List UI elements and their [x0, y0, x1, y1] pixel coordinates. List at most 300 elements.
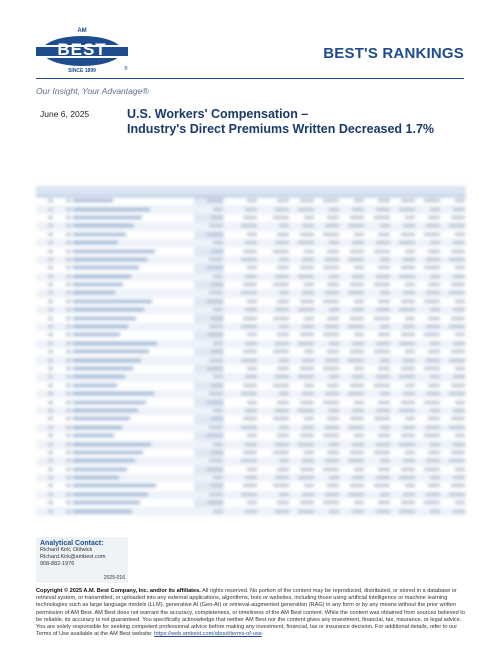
- table-cell: [194, 373, 224, 381]
- table-cell: [36, 273, 54, 281]
- blurred-value-placeholder: [354, 434, 364, 437]
- blurred-value-placeholder: [325, 493, 339, 496]
- table-cell: [315, 197, 340, 206]
- table-cell: [391, 197, 416, 206]
- table-cell: [365, 440, 390, 448]
- table-cell: [365, 507, 390, 515]
- rankings-table: [36, 186, 466, 516]
- table-cell: [365, 256, 390, 264]
- blurred-value-placeholder: [66, 459, 71, 462]
- blurred-value-placeholder: [453, 241, 465, 244]
- blurred-value-placeholder: [399, 208, 415, 211]
- table-cell: [36, 306, 54, 314]
- blurred-value-placeholder: [430, 275, 440, 278]
- table-cell: [258, 356, 290, 364]
- table-cell: [290, 373, 315, 381]
- table-cell: [290, 507, 315, 515]
- blurred-value-placeholder: [207, 468, 223, 471]
- blurred-value-placeholder: [323, 266, 339, 269]
- blurred-value-placeholder: [211, 417, 223, 420]
- table-cell: [258, 474, 290, 482]
- blurred-value-placeholder: [66, 384, 71, 387]
- table-cell: [54, 298, 72, 306]
- table-cell: [290, 273, 315, 281]
- blurred-text-placeholder: [73, 333, 120, 336]
- blurred-value-placeholder: [275, 443, 289, 446]
- table-cell: [391, 256, 416, 264]
- blurred-value-placeholder: [325, 325, 339, 328]
- table-cell: [258, 197, 290, 206]
- blurred-value-placeholder: [66, 283, 71, 286]
- table-cell: [290, 474, 315, 482]
- table-row: [36, 356, 466, 364]
- blurred-value-placeholder: [354, 501, 364, 504]
- table-cell: [194, 331, 224, 339]
- table-cell: [72, 298, 194, 306]
- table-cell: [416, 264, 441, 272]
- article-title-line-2: Industry's Direct Premiums Written Decreased 1.7%: [127, 122, 435, 136]
- blurred-value-placeholder: [352, 375, 364, 378]
- table-cell: [54, 432, 72, 440]
- blurred-value-placeholder: [302, 459, 314, 462]
- blurred-value-placeholder: [424, 333, 440, 336]
- blurred-value-placeholder: [350, 216, 364, 219]
- table-cell: [290, 256, 315, 264]
- blurred-value-placeholder: [66, 417, 71, 420]
- table-cell: [365, 407, 390, 415]
- blurred-value-placeholder: [325, 291, 339, 294]
- table-cell: [340, 466, 365, 474]
- blurred-value-placeholder: [352, 208, 364, 211]
- blurred-value-placeholder: [66, 484, 71, 487]
- blurred-value-placeholder: [211, 350, 223, 353]
- blurred-value-placeholder: [243, 250, 257, 253]
- table-cell: [441, 474, 466, 482]
- table-cell: [416, 222, 441, 230]
- table-cell: [416, 197, 441, 206]
- blurred-value-placeholder: [48, 275, 53, 278]
- blurred-value-placeholder: [247, 333, 257, 336]
- blurred-value-placeholder: [298, 241, 314, 244]
- table-cell: [36, 440, 54, 448]
- blurred-value-placeholder: [352, 443, 364, 446]
- blurred-value-placeholder: [424, 233, 440, 236]
- blurred-value-placeholder: [48, 409, 53, 412]
- blurred-value-placeholder: [298, 342, 314, 345]
- blurred-value-placeholder: [300, 367, 314, 370]
- table-cell: [416, 247, 441, 255]
- blurred-value-placeholder: [209, 291, 223, 294]
- blurred-value-placeholder: [48, 325, 53, 328]
- blurred-value-placeholder: [302, 258, 314, 261]
- blurred-value-placeholder: [48, 266, 53, 269]
- table-cell: [224, 314, 258, 322]
- table-cell: [54, 289, 72, 297]
- blurred-value-placeholder: [245, 510, 257, 513]
- table-cell: [315, 331, 340, 339]
- blurred-value-placeholder: [277, 300, 289, 303]
- table-cell: [340, 382, 365, 390]
- blurred-value-placeholder: [348, 258, 364, 261]
- table-cell: [441, 222, 466, 230]
- table-cell: [72, 499, 194, 507]
- table-cell: [194, 365, 224, 373]
- table-cell: [36, 432, 54, 440]
- table-row: [36, 415, 466, 423]
- blurred-value-placeholder: [48, 510, 53, 513]
- table-cell: [416, 499, 441, 507]
- blurred-value-placeholder: [298, 275, 314, 278]
- blurred-value-placeholder: [428, 317, 440, 320]
- table-cell: [391, 457, 416, 465]
- blurred-rankings-table: [36, 165, 466, 527]
- blurred-value-placeholder: [399, 275, 415, 278]
- table-cell: [194, 390, 224, 398]
- blurred-text-placeholder: [73, 359, 141, 362]
- blurred-value-placeholder: [380, 359, 390, 362]
- table-cell: [315, 466, 340, 474]
- blurred-value-placeholder: [424, 434, 440, 437]
- table-cell: [391, 273, 416, 281]
- table-cell: [194, 256, 224, 264]
- table-row: [36, 373, 466, 381]
- blurred-value-placeholder: [48, 233, 53, 236]
- blurred-value-placeholder: [348, 426, 364, 429]
- table-cell: [391, 323, 416, 331]
- blurred-value-placeholder: [245, 443, 257, 446]
- table-cell: [290, 298, 315, 306]
- blurred-value-placeholder: [449, 493, 465, 496]
- blurred-value-placeholder: [405, 250, 415, 253]
- blurred-value-placeholder: [449, 392, 465, 395]
- table-cell: [416, 214, 441, 222]
- table-cell: [315, 205, 340, 213]
- table-cell: [391, 306, 416, 314]
- blurred-value-placeholder: [451, 417, 465, 420]
- table-cell: [290, 314, 315, 322]
- table-cell: [36, 222, 54, 230]
- table-cell: [194, 314, 224, 322]
- table-cell: [224, 382, 258, 390]
- blurred-value-placeholder: [401, 199, 415, 202]
- blurred-value-placeholder: [376, 342, 390, 345]
- table-cell: [441, 239, 466, 247]
- table-cell: [36, 314, 54, 322]
- blurred-value-placeholder: [48, 216, 53, 219]
- table-cell: [315, 390, 340, 398]
- blurred-value-placeholder: [350, 250, 364, 253]
- logo-best-text: BEST: [57, 40, 107, 59]
- table-cell: [224, 205, 258, 213]
- blurred-value-placeholder: [378, 300, 390, 303]
- blurred-value-placeholder: [66, 493, 71, 496]
- table-row: [36, 306, 466, 314]
- table-cell: [72, 222, 194, 230]
- blurred-value-placeholder: [354, 233, 364, 236]
- blurred-value-placeholder: [374, 250, 390, 253]
- table-cell: [36, 457, 54, 465]
- table-cell: [391, 289, 416, 297]
- table-cell: [194, 499, 224, 507]
- table-cell: [416, 424, 441, 432]
- blurred-value-placeholder: [207, 501, 223, 504]
- blurred-value-placeholder: [426, 392, 440, 395]
- table-cell: [258, 390, 290, 398]
- table-cell: [416, 314, 441, 322]
- blurred-value-placeholder: [399, 375, 415, 378]
- table-cell: [36, 331, 54, 339]
- table-cell: [441, 398, 466, 406]
- table-cell: [340, 407, 365, 415]
- table-row: [36, 382, 466, 390]
- blurred-value-placeholder: [245, 476, 257, 479]
- table-cell: [290, 356, 315, 364]
- table-cell: [194, 281, 224, 289]
- table-cell: [72, 491, 194, 499]
- table-cell: [36, 449, 54, 457]
- table-cell: [365, 499, 390, 507]
- table-header-row: [36, 186, 466, 197]
- table-cell: [290, 382, 315, 390]
- contact-name: Richard Kirk, Oldwick: [40, 547, 93, 553]
- table-cell: [315, 323, 340, 331]
- table-cell: [441, 424, 466, 432]
- table-cell: [54, 323, 72, 331]
- table-cell: [315, 482, 340, 490]
- table-cell: [365, 281, 390, 289]
- table-cell: [258, 314, 290, 322]
- table-cell: [72, 415, 194, 423]
- blurred-value-placeholder: [401, 333, 415, 336]
- blurred-value-placeholder: [207, 367, 223, 370]
- table-cell: [416, 256, 441, 264]
- table-cell: [340, 323, 365, 331]
- table-cell: [391, 432, 416, 440]
- table-cell: [365, 482, 390, 490]
- blurred-value-placeholder: [48, 484, 53, 487]
- blurred-value-placeholder: [245, 308, 257, 311]
- blurred-value-placeholder: [325, 224, 339, 227]
- table-cell: [224, 222, 258, 230]
- table-row: [36, 499, 466, 507]
- blurred-value-placeholder: [277, 401, 289, 404]
- blurred-value-placeholder: [323, 199, 339, 202]
- table-cell: [391, 205, 416, 213]
- table-cell: [290, 205, 315, 213]
- table-cell: [441, 273, 466, 281]
- blurred-text-placeholder: [73, 291, 115, 294]
- table-cell: [224, 482, 258, 490]
- blurred-value-placeholder: [277, 468, 289, 471]
- terms-of-use-link[interactable]: https://web.ambest.com/about/terms-of-use: [154, 631, 262, 638]
- table-row: [36, 331, 466, 339]
- blurred-value-placeholder: [323, 468, 339, 471]
- blurred-value-placeholder: [426, 291, 440, 294]
- blurred-value-placeholder: [48, 367, 53, 370]
- table-cell: [340, 247, 365, 255]
- logo-registered-mark: ®: [124, 66, 128, 72]
- table-cell: [72, 273, 194, 281]
- table-cell: [54, 281, 72, 289]
- contact-heading: Analytical Contact:: [40, 540, 104, 547]
- table-cell: [441, 264, 466, 272]
- table-cell: [340, 457, 365, 465]
- am-best-logo[interactable]: [36, 28, 128, 74]
- blurred-value-placeholder: [430, 476, 440, 479]
- table-cell: [36, 390, 54, 398]
- blurred-value-placeholder: [428, 350, 440, 353]
- table-cell: [315, 457, 340, 465]
- table-cell: [416, 331, 441, 339]
- blurred-value-placeholder: [426, 426, 440, 429]
- blurred-value-placeholder: [302, 426, 314, 429]
- table-cell: [391, 239, 416, 247]
- table-cell: [36, 499, 54, 507]
- table-cell: [365, 197, 390, 206]
- table-row: [36, 390, 466, 398]
- blurred-value-placeholder: [48, 350, 53, 353]
- table-cell: [441, 499, 466, 507]
- table-cell: [224, 214, 258, 222]
- table-cell: [54, 424, 72, 432]
- table-cell: [441, 247, 466, 255]
- blurred-value-placeholder: [213, 241, 223, 244]
- table-cell: [441, 432, 466, 440]
- table-cell: [258, 398, 290, 406]
- table-cell: [416, 491, 441, 499]
- table-cell: [315, 289, 340, 297]
- blurred-text-placeholder: [73, 493, 148, 496]
- table-cell: [224, 449, 258, 457]
- table-cell: [391, 247, 416, 255]
- blurred-value-placeholder: [378, 434, 390, 437]
- table-cell: [54, 239, 72, 247]
- blurred-value-placeholder: [48, 417, 53, 420]
- blurred-value-placeholder: [399, 476, 415, 479]
- blurred-value-placeholder: [48, 258, 53, 261]
- blurred-value-placeholder: [354, 468, 364, 471]
- blurred-value-placeholder: [300, 266, 314, 269]
- blurred-value-placeholder: [424, 199, 440, 202]
- table-cell: [224, 323, 258, 331]
- table-cell: [290, 407, 315, 415]
- blurred-value-placeholder: [247, 199, 257, 202]
- blurred-value-placeholder: [352, 510, 364, 513]
- table-cell: [365, 264, 390, 272]
- table-cell: [224, 499, 258, 507]
- blurred-value-placeholder: [209, 392, 223, 395]
- blurred-value-placeholder: [380, 392, 390, 395]
- table-cell: [416, 449, 441, 457]
- blurred-text-placeholder: [73, 317, 136, 320]
- table-cell: [391, 449, 416, 457]
- blurred-value-placeholder: [243, 283, 257, 286]
- blurred-value-placeholder: [304, 216, 314, 219]
- blurred-value-placeholder: [48, 283, 53, 286]
- table-cell: [416, 373, 441, 381]
- table-cell: [391, 415, 416, 423]
- table-cell: [391, 382, 416, 390]
- table-cell: [315, 507, 340, 515]
- table-cell: [36, 256, 54, 264]
- blurred-value-placeholder: [48, 250, 53, 253]
- blurred-value-placeholder: [275, 241, 289, 244]
- table-cell: [72, 398, 194, 406]
- blurred-value-placeholder: [350, 417, 364, 420]
- blurred-value-placeholder: [374, 350, 390, 353]
- blurred-value-placeholder: [245, 241, 257, 244]
- table-cell: [416, 432, 441, 440]
- blurred-value-placeholder: [455, 233, 465, 236]
- table-cell: [315, 214, 340, 222]
- table-cell: [224, 306, 258, 314]
- blurred-value-placeholder: [48, 308, 53, 311]
- blurred-value-placeholder: [66, 250, 71, 253]
- table-cell: [36, 323, 54, 331]
- table-cell: [258, 382, 290, 390]
- table-cell: [194, 356, 224, 364]
- blurred-value-placeholder: [401, 266, 415, 269]
- table-cell: [258, 256, 290, 264]
- table-cell: [340, 273, 365, 281]
- copyright-end: .: [261, 631, 264, 638]
- table-cell: [365, 491, 390, 499]
- table-cell: [315, 273, 340, 281]
- table-cell: [416, 289, 441, 297]
- blurred-value-placeholder: [48, 493, 53, 496]
- blurred-value-placeholder: [48, 459, 53, 462]
- blurred-value-placeholder: [424, 401, 440, 404]
- table-cell: [441, 449, 466, 457]
- blurred-value-placeholder: [209, 224, 223, 227]
- blurred-value-placeholder: [426, 258, 440, 261]
- blurred-value-placeholder: [354, 199, 364, 202]
- contact-email[interactable]: Richard.Kirk@ambest.com: [40, 554, 106, 560]
- blurred-text-placeholder: [73, 325, 128, 328]
- table-cell: [441, 491, 466, 499]
- table-cell: [365, 398, 390, 406]
- blurred-value-placeholder: [405, 451, 415, 454]
- table-cell: [36, 373, 54, 381]
- table-cell: [36, 281, 54, 289]
- table-cell: [340, 482, 365, 490]
- table-cell: [391, 440, 416, 448]
- table-cell: [391, 298, 416, 306]
- blurred-value-placeholder: [401, 401, 415, 404]
- blurred-value-placeholder: [66, 476, 71, 479]
- table-cell: [340, 507, 365, 515]
- table-cell: [54, 382, 72, 390]
- table-cell: [194, 222, 224, 230]
- blurred-value-placeholder: [247, 434, 257, 437]
- publication-date: June 6, 2025: [40, 109, 90, 119]
- blurred-text-placeholder: [73, 233, 126, 236]
- blurred-value-placeholder: [300, 300, 314, 303]
- table-cell: [224, 407, 258, 415]
- blurred-value-placeholder: [279, 258, 289, 261]
- blurred-value-placeholder: [430, 375, 440, 378]
- blurred-value-placeholder: [66, 359, 71, 362]
- table-cell: [340, 398, 365, 406]
- blurred-value-placeholder: [327, 451, 339, 454]
- blurred-value-placeholder: [279, 359, 289, 362]
- blurred-text-placeholder: [73, 308, 144, 311]
- blurred-value-placeholder: [243, 417, 257, 420]
- table-cell: [72, 440, 194, 448]
- table-cell: [290, 247, 315, 255]
- table-row: [36, 491, 466, 499]
- table-cell: [365, 239, 390, 247]
